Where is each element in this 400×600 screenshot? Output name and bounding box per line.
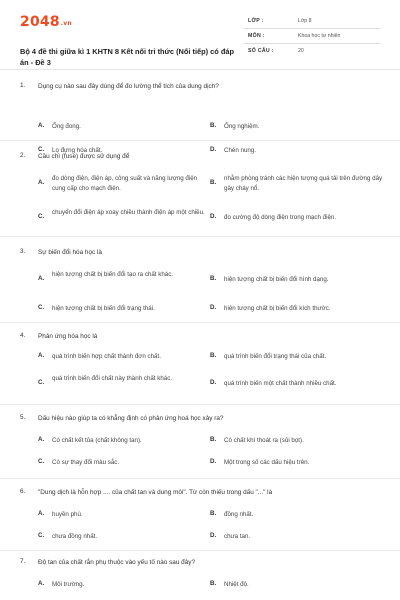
meta-row-mon <box>244 29 380 44</box>
question-number: 3. <box>20 248 26 255</box>
option-letter: C. <box>38 304 45 311</box>
question-divider <box>0 236 400 237</box>
option-text: chuyển đổi điện áp xoay chiều thành điện áp một chiều. <box>52 209 205 216</box>
question-number: 7. <box>20 558 26 565</box>
meta-label-lop: LỚP : <box>248 18 264 24</box>
option-text: quá trình biến đổi trạng thái của chất. <box>224 353 327 360</box>
option-letter: D. <box>210 146 217 153</box>
question-text: "Dung dịch là hỗn hợp .... của chất tan và dung môi". Từ còn thiếu trong dấu "..." là <box>38 489 273 496</box>
option-text: đo cường độ dòng điện trong mạch điện. <box>224 214 337 221</box>
question-number: 1. <box>20 82 26 89</box>
option-text: Một trong số các dấu hiệu trên. <box>224 459 310 466</box>
option-text: Có chất kết tủa (chất không tan). <box>52 437 142 444</box>
question-divider <box>0 478 400 479</box>
option-letter: A. <box>38 436 45 443</box>
header-divider <box>0 69 400 70</box>
site-logo[interactable] <box>20 14 72 30</box>
option-text: Môi trường. <box>52 581 85 588</box>
option-text: quá trình biến một chất thành nhiều chất. <box>224 380 337 387</box>
option-text: Ống đong. <box>52 123 81 130</box>
option-letter: C. <box>38 213 45 220</box>
option-text: hiện tượng chất bị biến đổi kích thước. <box>224 305 331 312</box>
option-letter: D. <box>210 532 217 539</box>
option-text: Ống nghiệm. <box>224 123 260 130</box>
option-letter: A. <box>38 275 45 282</box>
option-text: đo dòng điện, điện áp, công suất và năng lượng điện cung cấp cho mạch điện. <box>52 175 198 192</box>
option-letter: A. <box>38 122 45 129</box>
option-text: Có sự thay đổi màu sắc. <box>52 459 120 466</box>
question-divider <box>0 404 400 405</box>
option-letter: B. <box>210 510 217 517</box>
option-letter: D. <box>210 379 217 386</box>
question-number: 5. <box>20 414 26 421</box>
option-letter: B. <box>210 179 217 186</box>
option-text: Lọ đựng hóa chất. <box>52 147 103 154</box>
logo-suffix: .vn <box>60 20 72 27</box>
option-text: đồng nhất. <box>224 511 254 518</box>
option-letter: B. <box>210 275 217 282</box>
option-letter: B. <box>210 580 217 587</box>
question-text: Dụng cụ nào sau đây dùng để đo lường thể tích của dung dịch? <box>38 83 219 90</box>
question-text: Độ tan của chất rắn phụ thuộc vào yếu tố nào sau đây? <box>38 559 196 566</box>
question-divider <box>0 550 400 551</box>
option-letter: A. <box>38 352 45 359</box>
meta-row-socau <box>244 44 380 58</box>
option-text: Chén nung. <box>224 147 256 154</box>
option-text: Có chất khí thoát ra (sủi bọt). <box>224 437 304 444</box>
question-number: 2. <box>20 152 26 159</box>
option-text: hiện tượng chất bị biến đổi tạo ra chất khác. <box>52 271 174 278</box>
option-letter: B. <box>210 352 217 359</box>
logo-text: 2048 <box>20 14 60 30</box>
meta-value-socau: 20 <box>298 48 304 54</box>
question-number: 6. <box>20 488 26 495</box>
option-letter: B. <box>210 436 217 443</box>
option-text: Nhiệt độ. <box>224 581 249 588</box>
option-letter: C. <box>38 532 45 539</box>
question-text: Dấu hiệu nào giúp ta có khẳng định có phản ứng hoá học xảy ra? <box>38 415 224 422</box>
meta-row-lop <box>244 14 380 29</box>
option-letter: C. <box>38 146 45 153</box>
meta-value-mon: Khoa học tự nhiên <box>298 33 341 39</box>
option-letter: D. <box>210 304 217 311</box>
question-text: Phản ứng hóa học là <box>38 333 98 340</box>
option-text: nhằm phòng tránh các hiện tượng quá tải trên đường dây gây cháy nổ. <box>224 175 383 192</box>
option-letter: C. <box>38 379 45 386</box>
meta-label-mon: MÔN : <box>248 33 265 39</box>
option-text: quá trình biến hợp chất thành đơn chất. <box>52 353 161 360</box>
question-text: Sự biến đổi hóa học là <box>38 249 102 256</box>
option-letter: D. <box>210 213 217 220</box>
option-text: chưa tan. <box>224 533 251 540</box>
option-letter: B. <box>210 122 217 129</box>
option-text: hiện tượng chất bị biến đổi hình dạng. <box>224 276 329 283</box>
option-text: huyền phù. <box>52 511 83 518</box>
question-text: Cầu chì (fuse) được sử dụng để <box>38 153 130 160</box>
meta-label-socau: SỐ CÂU : <box>248 48 274 54</box>
question-number: 4. <box>20 332 26 339</box>
option-text: hiện tượng chất bị biến đổi trạng thái. <box>52 305 155 312</box>
question-divider <box>0 140 400 141</box>
exam-meta-table <box>244 14 380 58</box>
option-text: chưa đồng nhất. <box>52 533 98 540</box>
page-header <box>20 14 380 67</box>
option-letter: D. <box>210 458 217 465</box>
option-letter: C. <box>38 458 45 465</box>
page-title: Bộ 4 đề thi giữa kì 1 KHTN 8 Kết nối tri thức (Nối tiếp) có đáp án - Đề 3 <box>20 47 234 67</box>
option-letter: A. <box>38 179 45 186</box>
option-letter: A. <box>38 510 45 517</box>
option-text: quá trình biến đổi chất này thành chất khác. <box>52 375 173 382</box>
option-letter: A. <box>38 580 45 587</box>
meta-value-lop: Lớp 8 <box>298 18 312 24</box>
question-divider <box>0 322 400 323</box>
